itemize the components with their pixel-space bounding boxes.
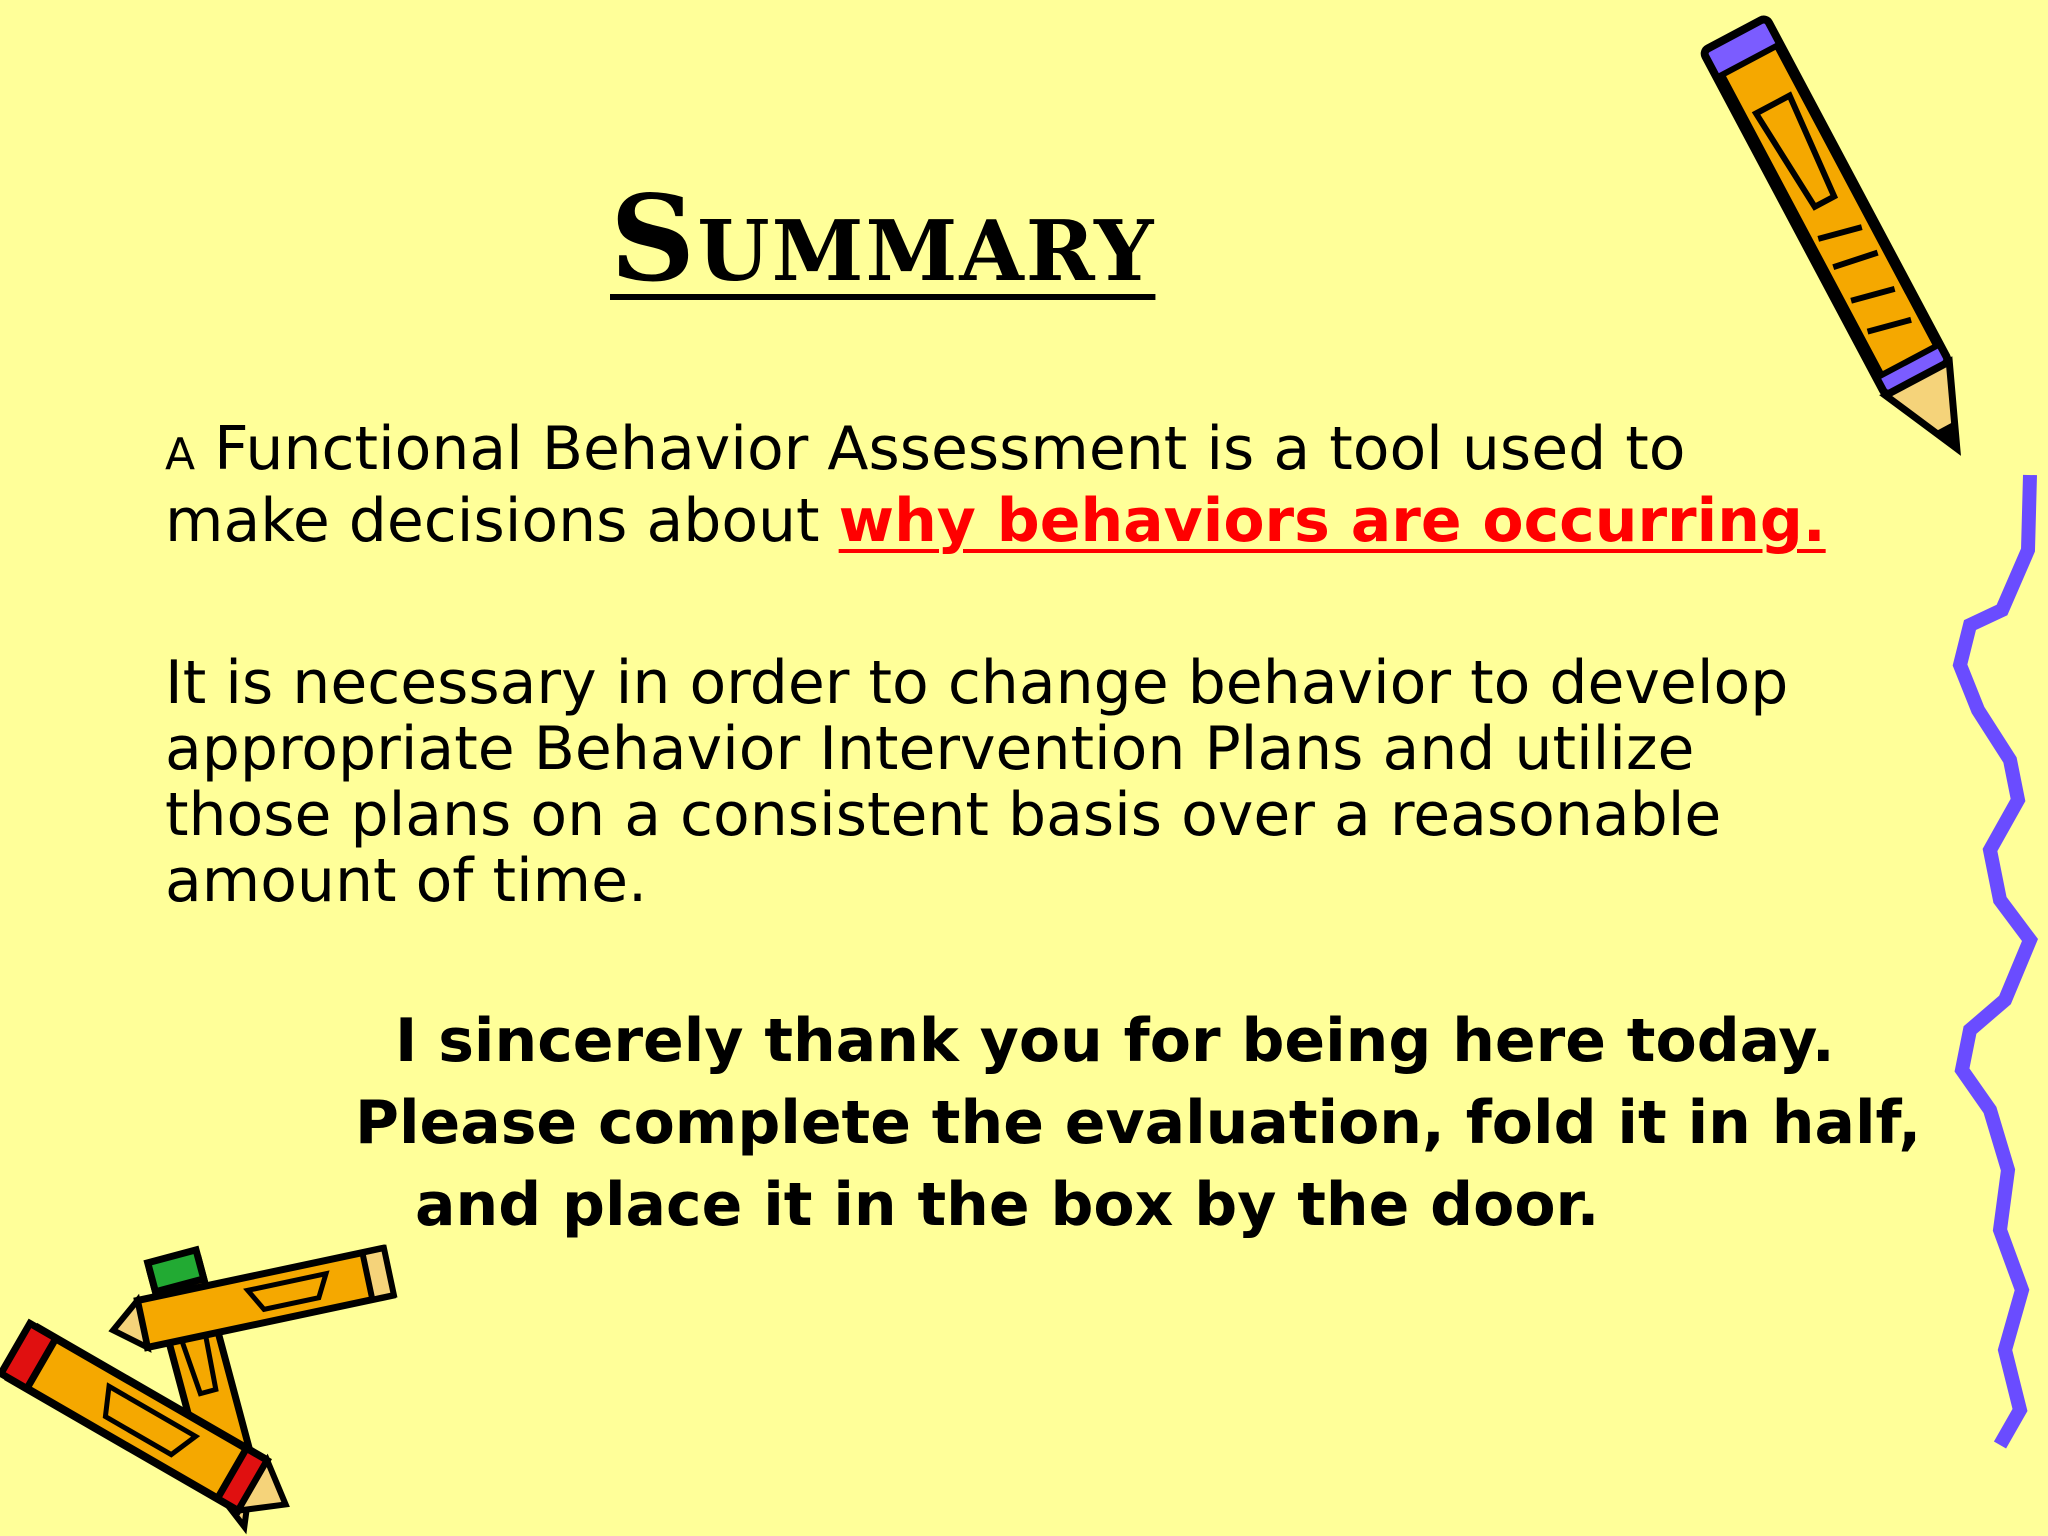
thanks-line-2: Please complete the evaluation, fold it in half, — [355, 1088, 1922, 1158]
definition-paragraph — [165, 416, 1885, 554]
page-title: Summary — [610, 169, 1156, 308]
thank-you-message — [340, 1000, 1940, 1246]
crayon-icon — [0, 1240, 420, 1536]
definition-text: Functional Behavior Assessment is a tool used to make decisions about — [165, 414, 1686, 556]
highlight-text: why behaviors are occurring. — [838, 486, 1826, 556]
squiggle-icon — [1930, 470, 2048, 1450]
thanks-line-3: and place it in the box by the door. — [415, 1170, 1600, 1240]
necessity-paragraph: It is necessary in order to change behavior to develop appropriate Behavior Intervention Plans and utilize those plans on a consistent basis over a reasonable amount of time. — [165, 648, 1789, 916]
thanks-line-1: I sincerely thank you for being here today. — [395, 1006, 1835, 1076]
lead-letter: A — [165, 429, 196, 480]
